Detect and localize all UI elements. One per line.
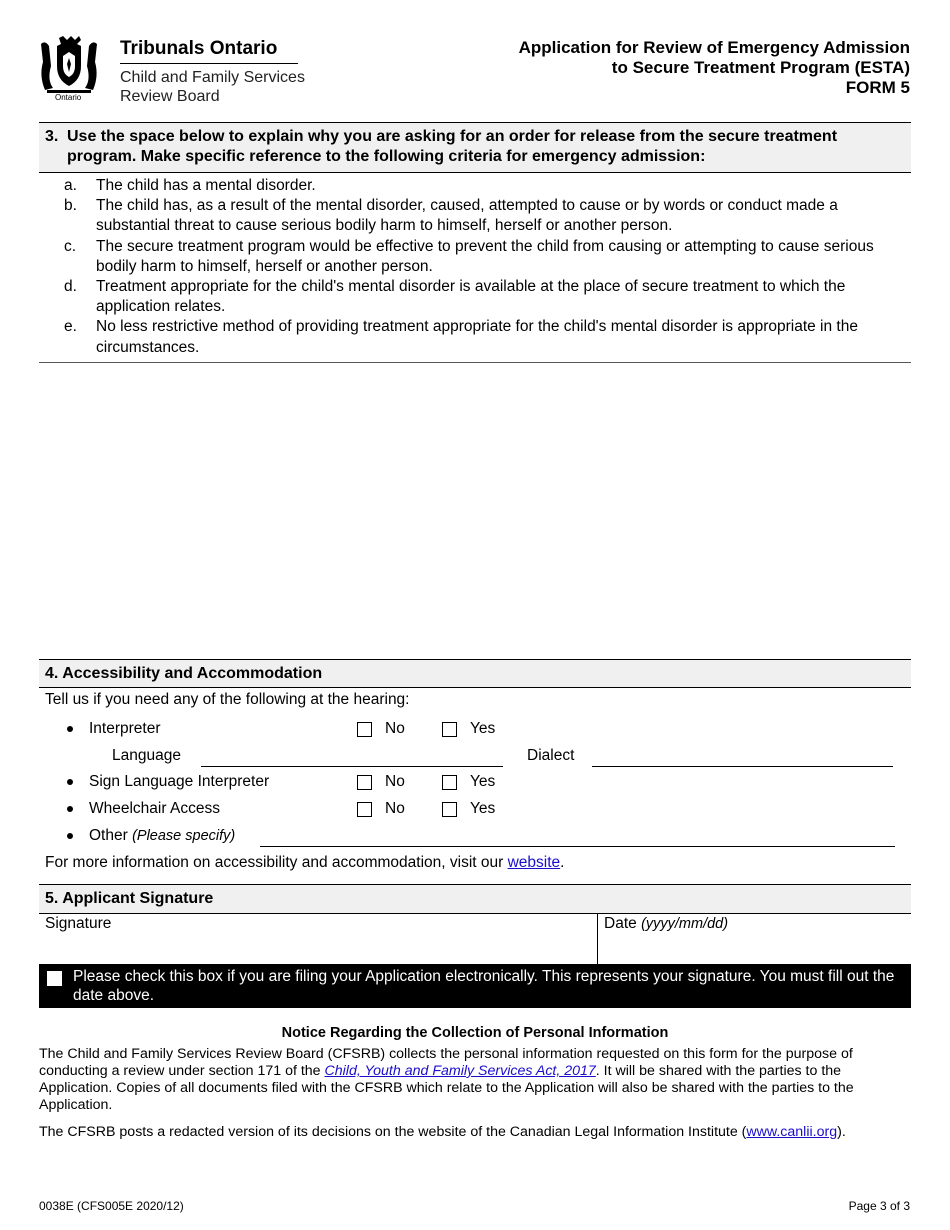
signature-field[interactable]	[39, 936, 595, 962]
criteria-text: Treatment appropriate for the child's mental disorder is available at the place of secure treatment to which the application relates.	[96, 278, 846, 316]
date-label	[604, 915, 728, 933]
org-subtitle-line-2: Review Board	[120, 88, 220, 105]
accessibility-intro: Tell us if you need any of the following at the hearing:	[45, 691, 410, 708]
website-link[interactable]: website	[507, 854, 561, 871]
criteria-item	[64, 196, 914, 236]
criteria-letter: b.	[64, 197, 77, 215]
notice-p1-text: The Child and Family Services Review Board (CFSRB) collects the personal information requested on this form for the purpose of conducting a review under section 171 of the	[39, 1046, 853, 1079]
sign-language-no-checkbox[interactable]	[357, 775, 372, 790]
other-specify-field[interactable]	[260, 846, 895, 847]
criteria-letter: c.	[64, 237, 77, 255]
notice-p1-text-continued: . It will be shared with the parties to the Application. Copies of all documents filed with the CFSRB which relate to the Application will also be shared with the parties to the Application.	[39, 1063, 854, 1113]
section-5-heading: 5. Applicant Signature	[39, 884, 911, 914]
criteria-item	[64, 176, 914, 196]
electronic-filing-checkbox[interactable]	[47, 971, 62, 986]
electronic-filing-text: Please check this box if you are filing your Application electronically. This represents your signature. You must fill out the date above.	[73, 968, 895, 1004]
interpreter-no-checkbox[interactable]	[357, 722, 372, 737]
form-number: FORM 5	[845, 78, 910, 97]
org-subtitle-line-1: Child and Family Services	[120, 69, 305, 86]
section-3-heading	[39, 122, 911, 173]
criteria-item	[64, 277, 914, 317]
section-3-number: 3.	[45, 128, 59, 145]
section-3-heading-text: Use the space below to explain why you are asking for an order for release from the secure treatment program. Make specific reference to the following criteria for emergency admission:	[67, 128, 838, 165]
criteria-item	[64, 317, 914, 357]
language-field[interactable]	[201, 766, 503, 767]
org-subtitle	[120, 68, 305, 106]
dialect-field[interactable]	[592, 766, 893, 767]
bullet-icon	[67, 806, 73, 812]
interpreter-no-label: No	[385, 720, 405, 737]
cyfsa-link[interactable]: Child, Youth and Family Services Act, 2017	[324, 1063, 596, 1079]
criteria-list	[64, 176, 914, 358]
electronic-filing-bar	[39, 964, 911, 1008]
org-name: Tribunals Ontario	[120, 38, 278, 59]
signature-date-divider	[597, 914, 598, 964]
other-hint: (Please specify)	[132, 828, 236, 844]
wheelchair-yes-label: Yes	[470, 800, 496, 817]
page-number: Page 3 of 3	[848, 1199, 910, 1213]
form-title-line-2: to Secure Treatment Program (ESTA)	[611, 58, 910, 77]
bullet-icon	[67, 833, 73, 839]
criteria-letter: d.	[64, 278, 77, 296]
bullet-icon	[67, 779, 73, 785]
criteria-item	[64, 237, 914, 277]
notice-paragraph-1	[39, 1046, 913, 1114]
org-name-rule	[120, 63, 298, 64]
bullet-icon	[67, 726, 73, 732]
more-info-suffix: .	[560, 854, 565, 871]
form-title-line-1: Application for Review of Emergency Admission	[518, 38, 910, 57]
dialect-label: Dialect	[527, 747, 575, 764]
criteria-text: The child has, as a result of the mental disorder, caused, attempted to cause or by words or conduct made a substantial threat to cause serious bodily harm to himself, herself or another person.	[96, 197, 838, 235]
signature-label: Signature	[45, 915, 112, 932]
notice-title: Notice Regarding the Collection of Personal Information	[281, 1025, 669, 1041]
explanation-text-area[interactable]	[39, 364, 911, 658]
criteria-text: The child has a mental disorder.	[96, 177, 316, 194]
language-label: Language	[112, 747, 181, 764]
wheelchair-no-checkbox[interactable]	[357, 802, 372, 817]
other-label-text: Other	[89, 827, 128, 844]
wheelchair-label: Wheelchair Access	[89, 800, 220, 817]
sign-language-yes-label: Yes	[470, 773, 496, 790]
interpreter-yes-checkbox[interactable]	[442, 722, 457, 737]
criteria-text: The secure treatment program would be effective to prevent the child from causing or attempting to cause serious bodily harm to himself, herself or another person.	[96, 237, 874, 275]
interpreter-yes-label: Yes	[470, 720, 496, 737]
date-field[interactable]	[600, 936, 908, 962]
section-4-heading: 4. Accessibility and Accommodation	[39, 659, 911, 688]
date-label-text: Date	[604, 915, 637, 932]
form-title	[519, 38, 910, 98]
criteria-letter: a.	[64, 177, 77, 194]
form-code: 0038E (CFS005E 2020/12)	[39, 1199, 184, 1213]
notice-paragraph-2	[39, 1124, 919, 1141]
sign-language-label: Sign Language Interpreter	[89, 773, 270, 790]
criteria-letter: e.	[64, 318, 77, 336]
date-format-hint: (yyyy/mm/dd)	[641, 916, 729, 932]
criteria-text: No less restrictive method of providing treatment appropriate for the child's mental disorder is appropriate in the circumstances.	[96, 318, 858, 356]
interpreter-label: Interpreter	[89, 720, 161, 737]
sign-language-no-label: No	[385, 773, 405, 790]
canlii-link[interactable]: www.canlii.org	[746, 1124, 838, 1140]
notice-p2-suffix: ).	[837, 1124, 846, 1140]
wheelchair-yes-checkbox[interactable]	[442, 802, 457, 817]
other-label	[89, 827, 235, 845]
criteria-divider	[39, 362, 911, 363]
logo-caption: Ontario	[55, 93, 82, 102]
sign-language-yes-checkbox[interactable]	[442, 775, 457, 790]
notice-p2-text: The CFSRB posts a redacted version of its decisions on the website of the Canadian Legal Information Institute (	[39, 1124, 747, 1140]
more-info-text: For more information on accessibility and accommodation, visit our	[45, 854, 508, 871]
accessibility-more-info	[45, 854, 564, 872]
wheelchair-no-label: No	[385, 800, 405, 817]
